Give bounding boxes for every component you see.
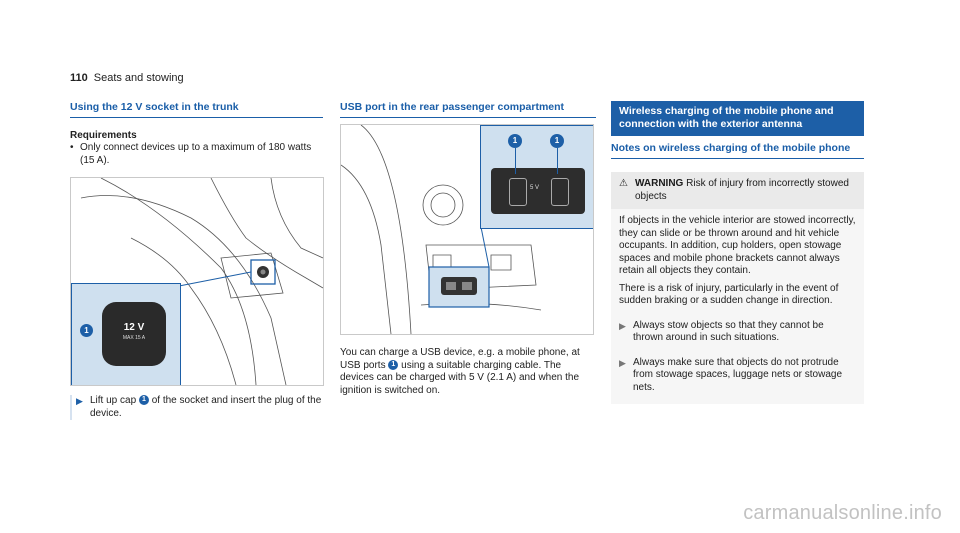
warning-text: Risk of injury from incorrectly stowed objects (635, 178, 849, 202)
warning-body (611, 209, 864, 404)
callout-1-right: 1 (550, 134, 564, 148)
usb-voltage-label: 5 V (530, 185, 540, 191)
warning-header (611, 172, 864, 209)
section-banner: Wireless charging of the mobile phone and connection with the exterior antenna (611, 101, 864, 136)
usb-port-left (509, 178, 527, 206)
warning-step: ▶ Always make sure that objects do not protrude from stowage spaces, luggage nets or stowage nets. (619, 356, 843, 393)
usb-port-right (551, 178, 569, 206)
requirements-heading: Requirements (70, 130, 137, 141)
step-arrow-icon: ▶ (619, 320, 626, 331)
column-wireless-charging (611, 101, 864, 159)
socket-cap (102, 302, 166, 366)
section-title: Using the 12 V socket in the trunk (70, 101, 323, 118)
warning-label: WARNING (635, 178, 684, 189)
usb-detail-inset (480, 125, 594, 229)
warning-paragraph: If objects in the vehicle interior are stowed incorrectly, they can slide or be thrown around and hit vehicle occupants. In addition, cup holders, open stowage spaces and mobile phone brackets cannot always retain all objects they contain. (619, 215, 856, 276)
socket-max-label: MAX 15 A (122, 335, 146, 341)
warning-triangle-icon: ⚠ (619, 178, 628, 189)
callout-line-right (557, 148, 558, 174)
subsection-title: Notes on wireless charging of the mobile phone (611, 142, 864, 159)
callout-1-left: 1 (508, 134, 522, 148)
bullet-icon: • (70, 142, 74, 153)
instruction-step: ▶ Lift up cap 1 of the socket and insert the plug of the device. (70, 395, 328, 420)
socket-detail-inset (71, 283, 181, 386)
step-arrow-icon: ▶ (76, 396, 83, 406)
inline-callout-1: 1 (388, 360, 398, 370)
page-number: 110 (70, 72, 88, 84)
callout-1: 1 (80, 324, 93, 337)
section-name: Seats and stowing (93, 72, 184, 84)
requirement-item: • Only connect devices up to a maximum of 180 watts (15 A). (70, 142, 312, 166)
column-trunk-socket (70, 101, 323, 167)
step-arrow-icon: ▶ (619, 357, 626, 368)
warning-box (611, 172, 864, 404)
warning-step: ▶ Always stow objects so that they cannot be thrown around in such situations. (619, 319, 824, 343)
usb-port-panel (491, 168, 585, 214)
column-usb-port (340, 101, 596, 118)
page-header (70, 72, 184, 84)
figure-trunk-socket (70, 177, 324, 386)
figure-usb-ports (340, 124, 594, 335)
inline-callout-1: 1 (139, 395, 149, 405)
usb-description: You can charge a USB device, e.g. a mobile phone, at USB ports 1 using a suitable charging cable. The devices can be charged with 5 V (2.1 A) and when the ignition is switched on. (340, 347, 580, 396)
callout-line-left (515, 148, 516, 174)
watermark: carmanualsonline.info (743, 502, 942, 524)
warning-paragraph: There is a risk of injury, particularly in the event of sudden braking or a sudden change in direction. (619, 282, 839, 306)
section-title: USB port in the rear passenger compartment (340, 101, 596, 118)
socket-voltage-label: 12 V (123, 322, 145, 333)
